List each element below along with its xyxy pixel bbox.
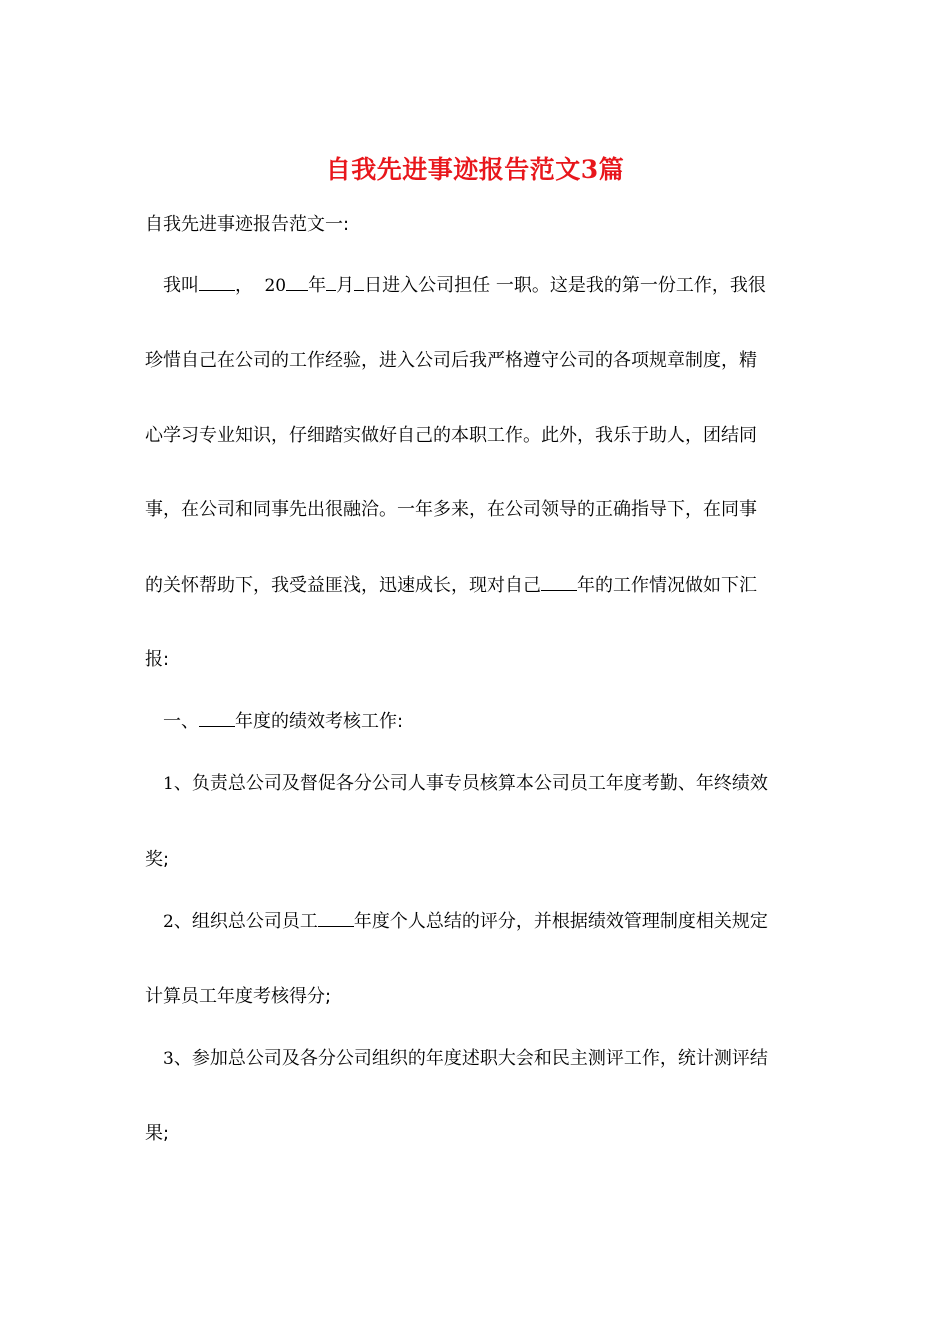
item-number: 2 [163,912,174,932]
paragraph-line: 报: [145,649,170,670]
fill-blank [286,274,308,291]
fill-blank [326,274,336,291]
list-item-line: 计算员工年度考核得分; [145,986,332,1007]
paragraph-line [163,274,766,298]
text-span: 年度的绩效考核工作: [235,711,404,732]
list-item-line [163,1047,768,1071]
text-span: 、参加总公司及各分公司组织的年度述职大会和民主测评工作，统计测评结 [173,1048,768,1069]
document-title: 自我先进事迹报告范文3篇 [325,155,625,184]
text-span: 年度个人总结的评分，并根据绩效管理制度相关规定 [353,911,768,932]
text-span: 、组织总公司员工 [173,911,318,932]
text-span: 年的工作情况做如下汇 [577,575,757,596]
section-line [163,710,403,734]
fill-blank [199,274,235,291]
paragraph-line: 珍惜自己在公司的工作经验，进入公司后我严格遵守公司的各项规章制度，精 [145,350,757,371]
paragraph-line: 心学习专业知识，仔细踏实做好自己的本职工作。此外，我乐于助人，团结同 [145,425,757,446]
text-span: 的关怀帮助下，我受益匪浅，迅速成长，现对自己 [145,575,541,596]
fill-blank [199,710,235,727]
section-heading: 自我先进事迹报告范文一: [145,214,350,235]
fill-blank [541,574,577,591]
item-number: 1 [163,774,174,794]
paragraph-line [145,574,757,598]
list-item-line [163,772,768,796]
text-span: 日进入公司担任 一职。这是我的第一份工作，我很 [364,275,766,296]
text-span: 我叫 [163,275,199,296]
list-item-line [163,910,768,934]
list-item-line: 果; [145,1123,170,1144]
list-item-line: 奖; [145,849,170,870]
year-number: 20 [264,276,287,296]
fill-blank [354,274,364,291]
text-span: 、负责总公司及督促各分公司人事专员核算本公司员工年度考勤、年终绩效 [173,773,768,794]
text-span: 年 [308,275,327,296]
text-span: ， [235,275,253,296]
fill-blank [318,910,354,927]
text-span: 月 [336,275,355,296]
paragraph-line: 事，在公司和同事先出很融洽。一年多来，在公司领导的正确指导下，在同事 [145,499,757,520]
text-span: 一、 [163,711,199,732]
item-number: 3 [163,1049,174,1069]
